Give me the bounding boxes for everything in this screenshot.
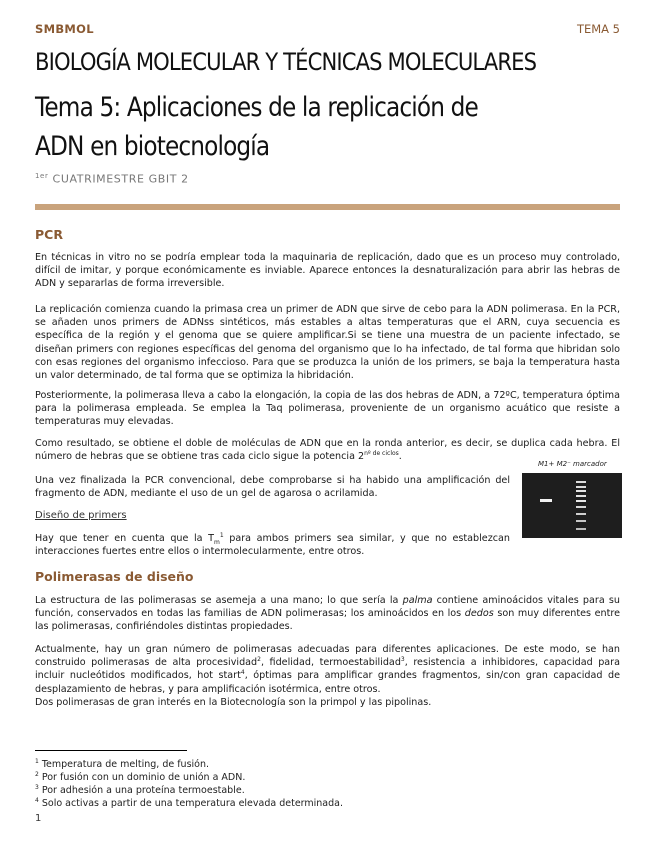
footnote-2-num: 2 [35,771,39,778]
poly-p1-a: La estructura de las polimerasas se asemeja a una mano; lo que sería la [35,595,403,606]
footnote-ref-1: 1 [219,531,224,539]
pcr-paragraph-6 [35,532,510,558]
pcr-paragraph-4 [35,437,620,463]
header-topic: TEMA 5 [576,22,620,36]
document-subtitle: Tema 5: Aplicaciones de la replicación de ADN en biotecnología [35,92,478,162]
poly-p1-fingers: dedos [464,608,494,620]
footnote-4 [35,797,343,809]
footnote-3-num: 3 [35,784,39,791]
poly-p2-c: , resistencia a inhibidores, capacidad para incluir nucleótidos modificados, hot start [35,657,621,682]
pcr-p4-exponent: nº de ciclos [364,450,399,458]
pcr-p6-b: para ambos primers sea similar, y que no establezcan interacciones fuertes entre ellos o intermolecularmente, entre otros. [35,533,510,558]
gel-band-sample [540,499,552,502]
gel-electrophoresis-illustration [522,473,622,538]
footnote-ref-4: 4 [240,669,245,677]
page-number: 1 [35,813,42,824]
section-heading-polymerases: Polimerasas de diseño [35,569,194,584]
footnote-ref-2: 2 [257,656,261,664]
pcr-paragraph-5: Una vez finalizada la PCR convencional, debe comprobarse si ha habido una amplificación del fragmento de ADN, mediante el uso de un gel de agarosa o acrilamida. [35,475,510,500]
pcr-p6-sub: m [213,538,220,546]
semester-text: CUATRIMESTRE GBIT 2 [48,172,189,186]
footnote-1 [35,758,209,770]
pcr-paragraph-2: La replicación comienza cuando la primasa crea un primer de ADN que sirve de cebo para la ADN polimerasa. En la PCR, se añaden unos primers de ADNss sintéticos, más estables a altas temperaturas que el ARN, cuya secuencia es específica de la región y el genoma que se quiere amplificar.Si se tiene una muestra de un paciente infectado, se diseñan primers con regiones específicas del genoma del organismo que lo ha infectado, de tal forma que hibridan solo con esas regiones del organismo infeccioso. Para que se produzca la unión de los primers, se baja la temperatura hasta un valor determinado, de tal forma que se optimiza la hibridación. [35,304,620,382]
pcr-paragraph-1: En técnicas in vitro no se podría emplear toda la maquinaria de replicación, dado que es un proceso muy controlado, difícil de imitar, y porque económicamente es inviable. Aparece entonces la desnaturalización para abrir las hebras de ADN y separarlas de forma irreversible. [35,252,620,290]
pcr-p4-end: . [398,451,402,463]
header-course-code: SMBMOL [35,22,94,36]
footnote-3 [35,784,245,796]
poly-p2-b: , fidelidad, termoestabilidad [260,657,401,669]
footnote-1-text: Temperatura de melting, de fusión. [38,759,210,771]
title-divider [35,204,620,210]
polymerase-paragraph-1 [35,594,620,634]
pcr-paragraph-3: Posteriormente, la polimerasa lleva a cabo la elongación, la copia de las dos hebras de ADN, a 72ºC, temperatura óptima para la polimerasa empleada. Se emplea la Taq polimerasa, proveniente de un organismo acuático que resiste a temperaturas muy elevadas. [35,390,620,428]
polymerase-paragraph-2 [35,643,620,696]
footnote-3-text: Por adhesión a una proteína termoestable. [38,785,245,797]
section-heading-pcr: PCR [35,227,63,242]
poly-p2-d: , óptimas para amplificar grandes fragmentos, sin/con gran capacidad de desplazamiento de hebras, y para amplificación isotérmica, entre otros. [35,670,620,695]
semester-sup: 1er [35,172,49,180]
poly-p1-b: contiene aminoácidos vitales para su función, conservados en todas las familias de ADN polimerasas; los aminoácidos en los [35,595,620,620]
footnote-2-text: Por fusión con un dominio de unión a ADN. [38,772,246,784]
document-title: BIOLOGÍA MOLECULAR Y TÉCNICAS MOLECULARES [35,48,537,76]
pcr-p4-text: Como resultado, se obtiene el doble de moléculas de ADN que en la ronda anterior, es decir, se duplica cada hebra. El número de hebras que se obtiene tras cada ciclo sigue la potencia 2 [35,438,620,463]
gel-lane-labels: M1+ M2⁻ marcador [538,460,607,468]
footnote-ref-3: 3 [400,656,405,664]
footnote-divider [35,750,187,751]
poly-p2-a: Actualmente, hay un gran número de polimerasas adecuadas para diferentes aplicaciones. De este modo, se han construido polimerasas de alta procesividad [35,644,620,669]
semester-line [35,172,189,186]
poly-p1-palm: palma [402,595,433,606]
footnote-2 [35,771,245,783]
gel-image [522,473,622,538]
poly-p1-c: son muy diferentes entre las polimerasas, confiriéndoles distintas propiedades. [35,608,620,633]
subheading-primer-design: Diseño de primers [35,510,127,521]
pcr-p6-a: Hay que tener en cuenta que la T [35,533,214,544]
footnote-4-num: 4 [35,797,39,804]
footnote-4-text: Solo activas a partir de una temperatura elevada determinada. [38,798,344,810]
polymerase-paragraph-3: Dos polimerasas de gran interés en la Biotecnología son la primpol y las pipolinas. [35,697,432,708]
footnote-1-num: 1 [35,758,39,765]
